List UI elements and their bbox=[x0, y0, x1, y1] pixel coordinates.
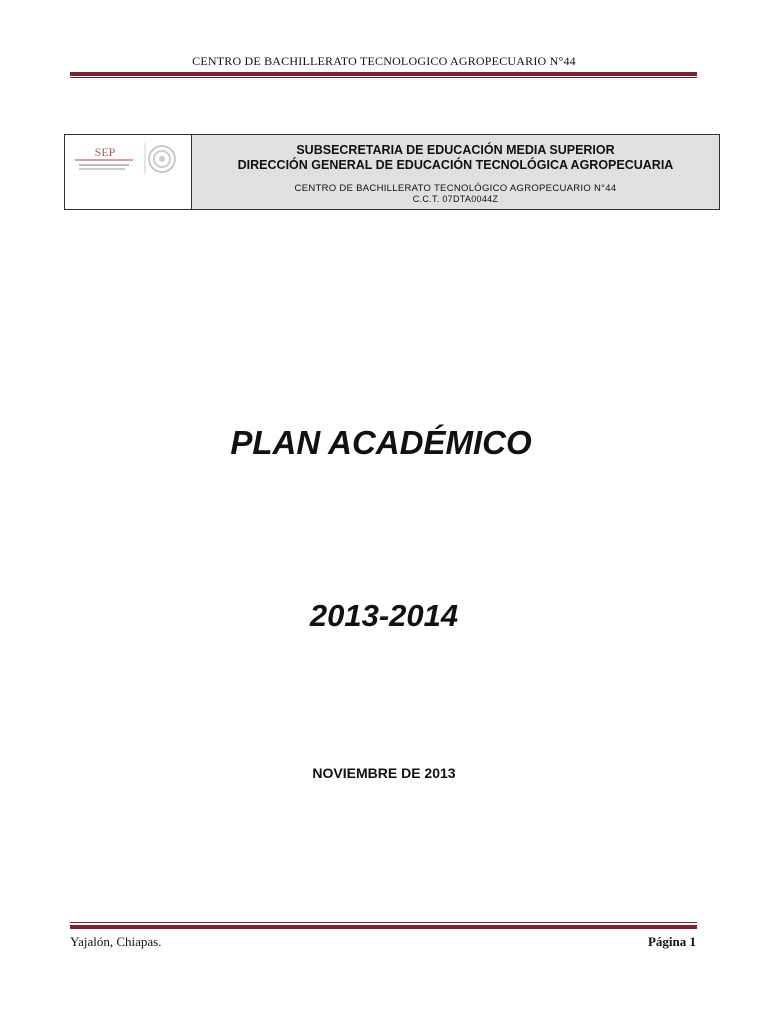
page-number: Página 1 bbox=[647, 934, 696, 949]
sep-logo bbox=[65, 135, 192, 209]
sep-logo-graphic bbox=[65, 135, 191, 211]
banner-direccion: DIRECCIÓN GENERAL DE EDUCACIÓN TECNOLÓGICA AGROPECUARIA bbox=[237, 158, 674, 172]
banner-centro: CENTRO DE BACHILLERATO TECNOLÓGICO AGROPECUARIO N°44 bbox=[294, 183, 617, 194]
institution-banner bbox=[64, 134, 720, 210]
document-date: NOVIEMBRE DE 2013 bbox=[312, 765, 456, 781]
document-title: PLAN ACADÉMICO bbox=[230, 424, 532, 461]
header-rule-thin bbox=[70, 77, 697, 78]
banner-cct: C.C.T. 07DTA0044Z bbox=[412, 194, 499, 204]
running-header: CENTRO DE BACHILLERATO TECNOLOGICO AGROPECUARIO N°44 bbox=[192, 54, 576, 68]
footer-rule-thick bbox=[70, 925, 697, 929]
header-rule-thick bbox=[70, 72, 697, 76]
footer-rule-thin bbox=[70, 922, 697, 923]
sep-logo-text: SEP bbox=[94, 145, 116, 159]
banner-subsecretaria: SUBSECRETARIA DE EDUCACIÓN MEDIA SUPERIOR bbox=[296, 143, 615, 157]
banner-text bbox=[192, 135, 719, 209]
academic-year: 2013-2014 bbox=[309, 598, 459, 633]
footer-location: Yajalón, Chiapas. bbox=[70, 934, 162, 949]
